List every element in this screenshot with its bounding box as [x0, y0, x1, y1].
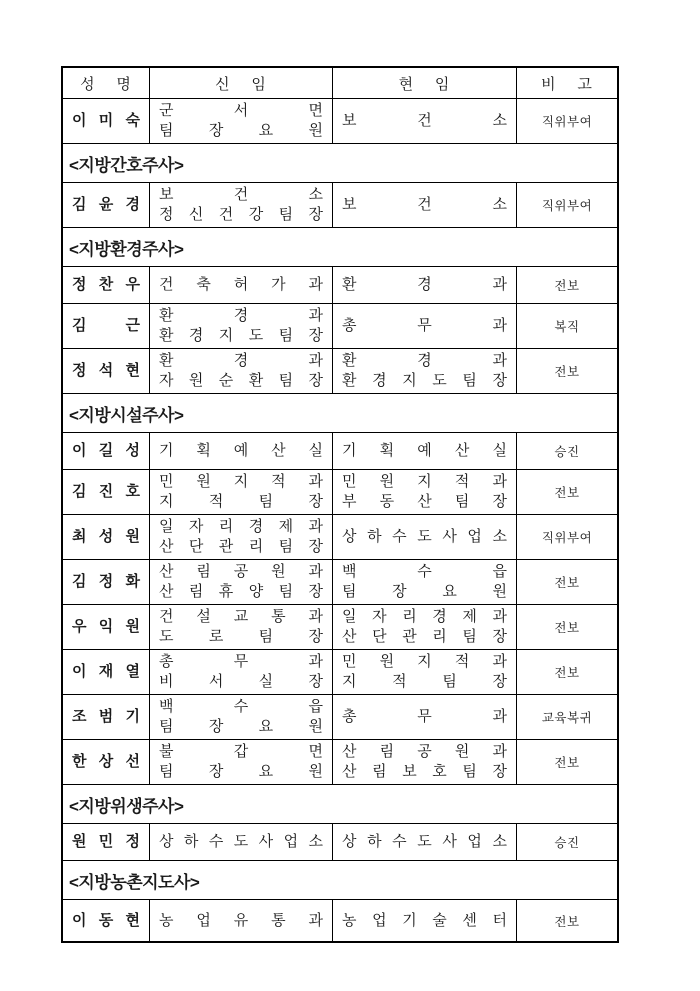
table-row: [63, 694, 617, 739]
position-line: 팀 장 요 원: [159, 123, 323, 139]
name-cell: [63, 349, 149, 393]
remark-cell: [516, 183, 617, 227]
current-position-cell: [332, 605, 516, 649]
position-line: 보 건 소: [342, 197, 507, 213]
new-position-cell: [149, 824, 332, 860]
person-name: 한 상 선: [72, 753, 140, 770]
position-line: 총 무 과: [159, 654, 323, 670]
remark-cell: [516, 740, 617, 784]
position-line: 건 설 교 통 과: [159, 609, 323, 625]
person-name: 조 범 기: [72, 708, 140, 725]
new-position-cell: [149, 349, 332, 393]
position-line: 비 서 실 장: [159, 674, 323, 690]
current-position-cell: [332, 900, 516, 941]
remark-cell: [516, 349, 617, 393]
position-line: 상 하 수 도 사 업 소: [342, 529, 507, 545]
remark-cell: [516, 900, 617, 941]
name-cell: [63, 695, 149, 739]
new-position-cell: [149, 433, 332, 469]
section-title: <지방환경주사>: [69, 239, 184, 259]
current-position-cell: [332, 470, 516, 514]
position-line: 상 하 수 도 사 업 소: [342, 834, 507, 850]
header-new-position: 신 임: [149, 68, 332, 98]
position-line: 일 자 리 경 제 과: [342, 609, 507, 625]
position-line: 산 단 관 리 팀 장: [342, 629, 507, 645]
position-line: 총 무 과: [342, 709, 507, 725]
position-line: 총 무 과: [342, 318, 507, 334]
name-cell: [63, 99, 149, 143]
person-name: 정 석 현: [72, 362, 140, 379]
header-name: 성 명: [80, 76, 132, 93]
table-row: [63, 559, 617, 604]
section-title: <지방간호주사>: [69, 155, 184, 175]
new-position-cell: [149, 267, 332, 303]
position-line: 환 경 지 도 팀 장: [159, 328, 323, 344]
position-line: 건 축 허 가 과: [159, 277, 323, 293]
current-position-cell: [332, 695, 516, 739]
table-row: [63, 514, 617, 559]
position-line: 팀 장 요 원: [159, 719, 323, 735]
remark-cell: [516, 99, 617, 143]
remark-cell: [516, 470, 617, 514]
new-position-cell: [149, 560, 332, 604]
remark-text: 승진: [554, 836, 580, 850]
remark-text: 전보: [554, 486, 580, 500]
person-name: 이 재 열: [72, 663, 140, 680]
new-position-cell: [149, 740, 332, 784]
table-row: [63, 899, 617, 941]
position-line: 기 획 예 산 실: [342, 443, 507, 459]
remark-cell: [516, 560, 617, 604]
section-title: <지방시설주사>: [69, 405, 184, 425]
new-position-cell: [149, 605, 332, 649]
person-name: 원 민 정: [72, 833, 140, 850]
current-position-cell: [332, 99, 516, 143]
position-line: 산 림 공 원 과: [342, 744, 507, 760]
position-line: 기 획 예 산 실: [159, 443, 323, 459]
position-line: 민 원 지 적 과: [342, 474, 507, 490]
table-row: [63, 303, 617, 348]
section-row: [63, 227, 617, 266]
table-row: [63, 348, 617, 393]
position-line: 환 경 과: [342, 277, 507, 293]
table-row: [63, 604, 617, 649]
name-cell: [63, 824, 149, 860]
name-cell: [63, 433, 149, 469]
remark-cell: [516, 433, 617, 469]
remark-text: 복직: [554, 320, 580, 334]
current-position-cell: [332, 824, 516, 860]
table-row: [63, 739, 617, 784]
remark-text: 전보: [554, 621, 580, 635]
position-line: 산 림 휴 양 팀 장: [159, 584, 323, 600]
position-line: 산 단 관 리 팀 장: [159, 539, 323, 555]
remark-cell: [516, 304, 617, 348]
new-position-cell: [149, 304, 332, 348]
position-line: 환 경 과: [159, 308, 323, 324]
remark-text: 전보: [554, 279, 580, 293]
person-name: 김 진 호: [72, 483, 140, 500]
current-position-cell: [332, 433, 516, 469]
name-cell: [63, 740, 149, 784]
new-position-cell: [149, 470, 332, 514]
table-row: [63, 182, 617, 227]
table-header-row: [63, 68, 617, 98]
remark-text: 직위부여: [541, 199, 593, 213]
current-position-cell: [332, 740, 516, 784]
name-cell: [63, 470, 149, 514]
position-line: 환 경 과: [159, 353, 323, 369]
person-name: 김 윤 경: [72, 196, 140, 213]
remark-text: 전보: [554, 666, 580, 680]
position-line: 농 업 기 술 센 터: [342, 912, 507, 929]
current-position-cell: [332, 183, 516, 227]
remark-text: 승진: [554, 445, 580, 459]
position-line: 민 원 지 적 과: [342, 654, 507, 670]
section-title: <지방농촌지도사>: [69, 872, 200, 892]
remark-cell: [516, 695, 617, 739]
position-line: 산 림 공 원 과: [159, 564, 323, 580]
remark-cell: [516, 605, 617, 649]
name-cell: [63, 650, 149, 694]
current-position-cell: [332, 304, 516, 348]
remark-text: 전보: [554, 756, 580, 770]
section-row: [63, 784, 617, 823]
remark-cell: [516, 515, 617, 559]
header-current-position: 현 임: [332, 68, 516, 98]
name-cell: [63, 605, 149, 649]
remark-text: 직위부여: [541, 115, 593, 129]
table-row: [63, 649, 617, 694]
name-cell: [63, 560, 149, 604]
position-line: 팀 장 요 원: [342, 584, 507, 600]
section-row: [63, 143, 617, 182]
position-line: 환 경 과: [342, 353, 507, 369]
position-line: 농 업 유 통 과: [159, 912, 323, 929]
person-name: 이 길 성: [72, 442, 140, 459]
person-name: 정 찬 우: [72, 276, 140, 293]
name-cell: [63, 304, 149, 348]
current-position-cell: [332, 560, 516, 604]
name-cell: [63, 515, 149, 559]
name-cell: [63, 900, 149, 941]
position-line: 백 수 읍: [159, 699, 323, 715]
person-name: 김 정 화: [72, 573, 140, 590]
position-line: 지 적 팀 장: [342, 674, 507, 690]
table-row: [63, 98, 617, 143]
position-line: 군 서 면: [159, 103, 323, 119]
section-title: <지방위생주사>: [69, 796, 184, 816]
position-line: 불 갑 면: [159, 744, 323, 760]
new-position-cell: [149, 515, 332, 559]
position-line: 산 림 보 호 팀 장: [342, 764, 507, 780]
section-row: [63, 860, 617, 899]
position-line: 보 건 소: [159, 187, 323, 203]
name-cell: [63, 183, 149, 227]
section-row: [63, 393, 617, 432]
position-line: 도 로 팀 장: [159, 629, 323, 645]
new-position-cell: [149, 695, 332, 739]
table-row: [63, 266, 617, 303]
remark-text: 전보: [554, 576, 580, 590]
table-row: [63, 432, 617, 469]
position-line: 환 경 지 도 팀 장: [342, 373, 507, 389]
person-name: 이 동 현: [72, 911, 140, 929]
new-position-cell: [149, 99, 332, 143]
position-line: 정 신 건 강 팀 장: [159, 207, 323, 223]
table-row: [63, 469, 617, 514]
position-line: 자 원 순 환 팀 장: [159, 373, 323, 389]
person-name: 최 성 원: [72, 528, 140, 545]
current-position-cell: [332, 650, 516, 694]
name-cell: [63, 267, 149, 303]
position-line: 민 원 지 적 과: [159, 474, 323, 490]
person-name: 김 근: [72, 317, 140, 334]
remark-text: 전보: [554, 365, 580, 379]
remark-cell: [516, 824, 617, 860]
current-position-cell: [332, 349, 516, 393]
remark-text: 교육복귀: [541, 711, 593, 725]
remark-cell: [516, 650, 617, 694]
position-line: 보 건 소: [342, 113, 507, 129]
new-position-cell: [149, 650, 332, 694]
position-line: 팀 장 요 원: [159, 764, 323, 780]
remark-text: 직위부여: [541, 531, 593, 545]
person-name: 이 미 숙: [72, 112, 140, 129]
person-name: 우 익 원: [72, 618, 140, 635]
new-position-cell: [149, 183, 332, 227]
position-line: 일 자 리 경 제 과: [159, 519, 323, 535]
current-position-cell: [332, 267, 516, 303]
new-position-cell: [149, 900, 332, 941]
personnel-table: [61, 66, 619, 943]
position-line: 부 동 산 팀 장: [342, 494, 507, 510]
position-line: 백 수 읍: [342, 564, 507, 580]
header-remark: 비 고: [516, 68, 617, 98]
current-position-cell: [332, 515, 516, 559]
position-line: 지 적 팀 장: [159, 494, 323, 510]
table-row: [63, 823, 617, 860]
remark-cell: [516, 267, 617, 303]
remark-text: 전보: [554, 914, 580, 929]
position-line: 상 하 수 도 사 업 소: [159, 834, 323, 850]
